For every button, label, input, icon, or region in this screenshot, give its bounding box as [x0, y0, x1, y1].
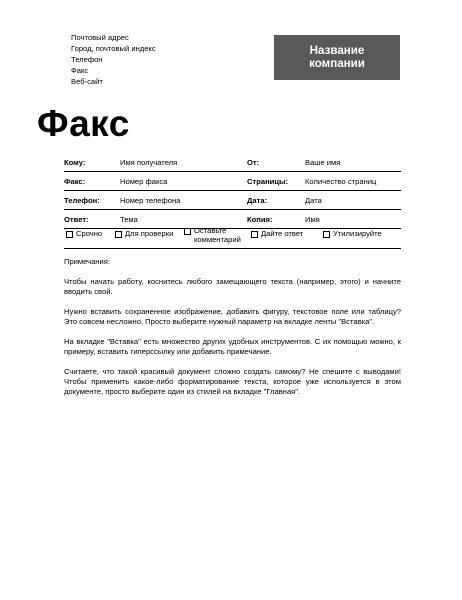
pages-label: Страницы: [247, 177, 289, 186]
sender-name-field[interactable]: Ваше имя [305, 158, 341, 167]
notes-paragraph[interactable]: Считаете, что такой красивый документ сложно создать самому? Не спешите с выводами! Чтобы применить какое-либо форматирование текста, которое уже используется в этом документе, просто выберите один из стилей на вкладке "Главная". [64, 367, 401, 396]
date-label: Дата: [247, 196, 268, 205]
cc-label: Копия: [247, 215, 273, 224]
comment-checkbox[interactable] [184, 226, 246, 244]
notes-heading: Примечания: [64, 257, 110, 266]
re-label: Ответ: [64, 215, 89, 224]
notes-paragraph[interactable]: Чтобы начать работу, коснитесь любого замещающего текста (например, этого) и начните вводить свой. [64, 277, 401, 296]
sender-address-block [71, 32, 156, 87]
phone-label: Телефон: [64, 196, 100, 205]
sender-address[interactable]: Почтовый адрес [71, 33, 129, 42]
recipient-name-field[interactable]: Имя получателя [120, 158, 178, 167]
fax-label: Факс: [64, 177, 86, 186]
checkbox-icon [251, 231, 258, 238]
sender-website[interactable]: Веб-сайт [71, 77, 103, 86]
fax-number-field[interactable]: Номер факса [120, 177, 168, 186]
recycle-checkbox[interactable] [323, 229, 382, 238]
company-name-box[interactable] [274, 35, 400, 80]
field-row-fax [64, 172, 401, 191]
to-label: Кому: [64, 158, 86, 167]
checkbox-icon [323, 231, 330, 238]
checkbox-row [64, 226, 401, 249]
subject-field[interactable]: Тема [120, 215, 138, 224]
date-field[interactable]: Дата [305, 196, 322, 205]
checkbox-icon [115, 231, 122, 238]
urgent-checkbox[interactable] [66, 229, 102, 238]
notes-paragraph[interactable]: На вкладке "Вставка" есть множество других удобных инструментов. С их помощью можно, к примеру, вставить гиперссылку или добавить примечание. [64, 337, 401, 356]
company-name-line1: Название [309, 44, 365, 57]
phone-number-field[interactable]: Номер телефона [120, 196, 181, 205]
notes-section [64, 257, 401, 407]
field-row-phone [64, 191, 401, 210]
checkbox-icon [66, 231, 73, 238]
page-count-field[interactable]: Количество страниц [305, 177, 377, 186]
for-review-checkbox[interactable] [115, 229, 173, 238]
sender-city-zip[interactable]: Город, почтовый индекс [71, 44, 156, 53]
sender-fax[interactable]: Факс [71, 66, 89, 75]
for-review-label: Для проверки [125, 229, 174, 238]
company-name-line2: компании [309, 56, 365, 70]
field-row-to [64, 153, 401, 172]
from-label: От: [247, 158, 260, 167]
recycle-label: Утилизируйте [333, 229, 382, 238]
reply-label: Дайте ответ [261, 229, 304, 238]
checkbox-icon [184, 228, 191, 235]
document-title: Факс [37, 103, 130, 144]
sender-phone[interactable]: Телефон [71, 55, 103, 64]
reply-checkbox[interactable] [251, 229, 303, 238]
comment-label: Оставьте комментарий [194, 226, 241, 244]
urgent-label: Срочно [76, 229, 103, 238]
notes-paragraph[interactable]: Нужно вставить сохраненное изображение, добавить фигуру, текстовое поле или таблицу? Это совсем несложно. Просто выберите нужный параметр на вкладке ленты "Вставка". [64, 307, 401, 326]
cc-name-field[interactable]: Имя [305, 215, 320, 224]
fax-fields-table [64, 153, 401, 229]
